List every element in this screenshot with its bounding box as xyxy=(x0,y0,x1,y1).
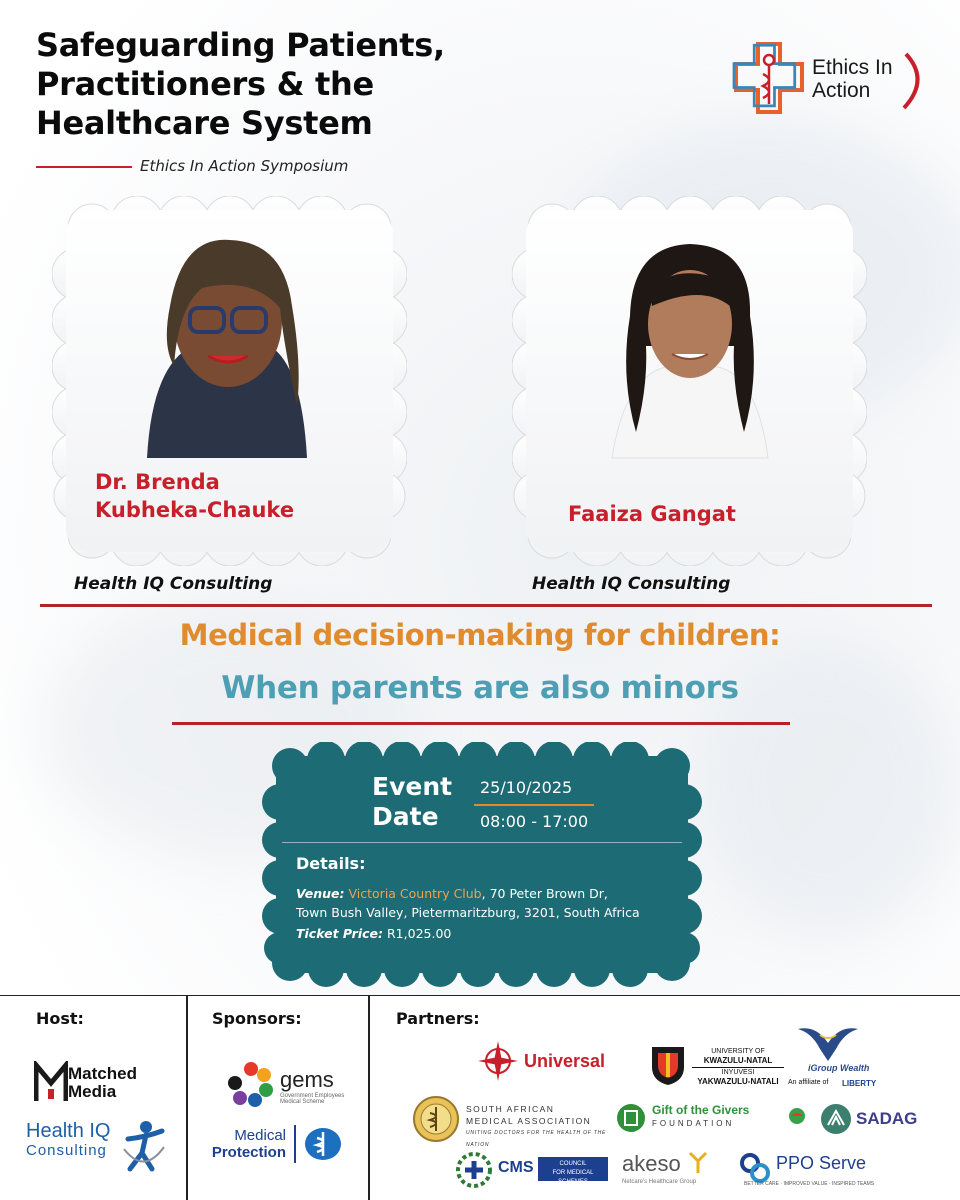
speaker-2-organization: Health IQ Consulting xyxy=(532,574,731,594)
ukzn-line-1: UNIVERSITY OF xyxy=(711,1048,765,1055)
health-iq-figure-icon xyxy=(122,1119,166,1173)
ukzn-line-3: INYUVESI xyxy=(692,1067,784,1077)
page-title xyxy=(36,26,556,143)
event-label-line-1: Event xyxy=(372,772,453,801)
cms-box-line-1: COUNCIL xyxy=(559,1161,587,1167)
footer-divider xyxy=(186,995,188,1200)
title-underline xyxy=(36,166,132,168)
event-date: 25/10/2025 xyxy=(480,778,573,797)
igroup-text: iGroup Wealth xyxy=(808,1063,870,1073)
universal-compass-icon xyxy=(478,1041,518,1081)
details-body xyxy=(296,884,686,943)
venue-address-2: Town Bush Valley, Pietermaritzburg, 3201, South Africa xyxy=(296,905,640,920)
logo-text xyxy=(812,56,893,102)
sama-line-1: SOUTH AFRICAN xyxy=(466,1104,555,1114)
healthiq-line-2: Consulting xyxy=(26,1142,107,1159)
matched-line-1: Matched xyxy=(68,1064,137,1083)
igroup-subtext: An affiliate of xyxy=(788,1079,829,1086)
speaker-1-name-line-1: Dr. Brenda xyxy=(95,470,220,494)
cms-wreath-icon xyxy=(454,1151,494,1189)
igroup-wealth-logo xyxy=(786,1023,936,1095)
gotg-line-1: Gift of the Givers xyxy=(652,1103,750,1117)
sadag-logo xyxy=(820,1103,940,1137)
ticket-label: Ticket Price: xyxy=(296,926,384,941)
venue-label: Venue: xyxy=(296,886,345,901)
title-line-2: Practitioners & the xyxy=(36,65,374,103)
subtitle: Ethics In Action Symposium xyxy=(140,157,349,175)
event-details-card xyxy=(262,742,702,987)
ppo-serve-logo xyxy=(738,1151,888,1191)
speaker-2-name xyxy=(568,500,736,528)
universal-text: Universal xyxy=(524,1051,606,1071)
sama-line-2: MEDICAL ASSOCIATION xyxy=(466,1116,592,1126)
cms-logo xyxy=(454,1151,614,1191)
topic-underline xyxy=(172,722,790,725)
gift-of-the-givers-logo xyxy=(616,1103,806,1137)
ppo-serve-icon xyxy=(738,1151,772,1185)
ppo-serve-subtext: BETTER CARE · IMPROVED VALUE · INSPIRED TEAMS xyxy=(744,1181,875,1187)
cms-text: CMS xyxy=(498,1159,534,1176)
sama-logo xyxy=(412,1095,612,1147)
matched-media-icon xyxy=(34,1061,68,1103)
gems-flower-icon xyxy=(228,1061,274,1107)
venue-line xyxy=(296,884,686,903)
title-line-3: Healthcare System xyxy=(36,104,373,142)
speaker-1-name xyxy=(95,468,294,524)
gems-logo xyxy=(228,1061,368,1111)
mp-line-1: Medical xyxy=(234,1127,286,1144)
speaker-1-name-line-2: Kubheka-Chauke xyxy=(95,498,295,522)
akeso-logo xyxy=(622,1151,732,1191)
matched-line-2: Media xyxy=(68,1082,117,1101)
logo-swoosh-icon xyxy=(900,50,930,110)
ticket-line xyxy=(296,924,686,943)
footer-top-rule xyxy=(0,995,960,996)
sponsors-heading: Sponsors: xyxy=(212,1009,302,1028)
sama-seal-icon xyxy=(412,1095,460,1143)
topic-line-2: When parents are also minors xyxy=(221,670,739,706)
gems-text: gems xyxy=(280,1067,334,1092)
akeso-subtext: Netcare's Healthcare Group xyxy=(622,1179,697,1185)
ticket-price: R1,025.00 xyxy=(387,926,452,941)
logo-text-line-2: Action xyxy=(812,79,871,102)
event-date-label xyxy=(372,772,452,832)
globe-icon xyxy=(788,1107,806,1125)
ukzn-line-4: YAKWAZULU-NATALI xyxy=(697,1077,779,1086)
event-label-line-2: Date xyxy=(372,802,439,831)
divider-rule xyxy=(40,604,932,607)
mp-line-2: Protection xyxy=(211,1144,286,1161)
ppo-serve-text: PPO Serve xyxy=(776,1153,867,1173)
eagle-icon xyxy=(796,1023,860,1063)
ukzn-logo xyxy=(650,1045,785,1089)
matched-media-logo xyxy=(34,1061,184,1111)
cms-council-box xyxy=(538,1157,608,1185)
partners-heading: Partners: xyxy=(396,1009,480,1028)
event-date-underline xyxy=(474,804,594,806)
speaker-2-name-line-1: Faaiza Gangat xyxy=(568,502,736,526)
gift-of-the-givers-icon xyxy=(616,1103,646,1133)
gotg-line-2: FOUNDATION xyxy=(652,1119,735,1128)
mp-divider xyxy=(294,1125,296,1163)
ukzn-line-2: KWAZULU-NATAL xyxy=(703,1056,773,1065)
liberty-text: LIBERTY xyxy=(842,1079,877,1088)
medical-protection-icon xyxy=(304,1127,342,1161)
footer-divider xyxy=(368,995,370,1200)
ethics-in-action-logo xyxy=(730,40,930,116)
healthiq-line-1: Health IQ xyxy=(26,1120,111,1142)
sama-line-3: UNITING DOCTORS FOR THE HEALTH OF THE NATION xyxy=(466,1130,607,1148)
details-heading: Details: xyxy=(296,854,366,873)
sadag-icon xyxy=(820,1103,852,1135)
venue-address-1: , 70 Peter Brown Dr, xyxy=(481,886,608,901)
akeso-text: akeso xyxy=(622,1151,681,1176)
event-time: 08:00 - 17:00 xyxy=(480,812,589,831)
gems-subtext: Government Employees Medical Scheme xyxy=(280,1093,345,1105)
cross-caduceus-icon xyxy=(730,40,810,116)
event-divider xyxy=(282,842,682,843)
ukzn-crest-icon xyxy=(650,1045,686,1085)
venue-name: Victoria Country Club xyxy=(348,886,482,901)
topic-line-1: Medical decision-making for children: xyxy=(179,618,781,652)
health-iq-logo xyxy=(26,1119,176,1173)
sadag-text: SADAG xyxy=(856,1109,918,1128)
speaker-1-organization: Health IQ Consulting xyxy=(74,574,273,594)
host-heading: Host: xyxy=(36,1009,84,1028)
cms-box-line-2: FOR MEDICAL SCHEMES xyxy=(552,1170,594,1185)
universal-logo xyxy=(478,1041,628,1085)
title-line-1: Safeguarding Patients, xyxy=(36,26,445,64)
footer xyxy=(0,995,960,1200)
akeso-leaf-icon xyxy=(686,1151,710,1175)
medical-protection-logo xyxy=(206,1125,366,1171)
logo-text-line-1: Ethics In xyxy=(812,56,893,79)
